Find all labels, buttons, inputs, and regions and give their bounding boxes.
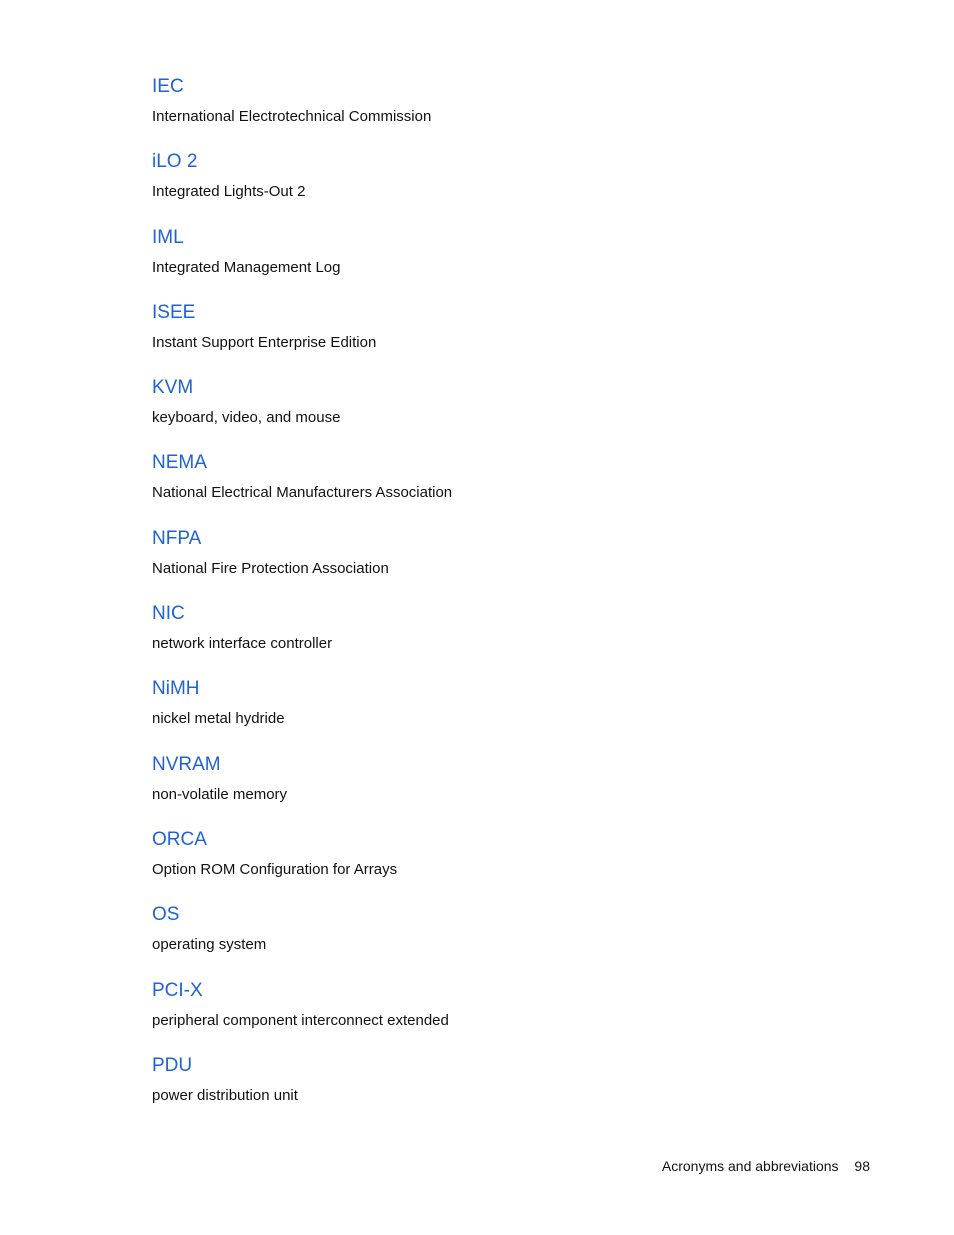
glossary-definition: National Electrical Manufacturers Association — [152, 484, 453, 502]
glossary-term-link[interactable]: PCI-X — [152, 979, 203, 1001]
glossary-definition: operating system — [152, 936, 267, 954]
glossary-term-link[interactable]: PDU — [152, 1054, 193, 1076]
glossary-definition: non-volatile memory — [152, 785, 288, 803]
glossary-term-link[interactable]: NEMA — [152, 452, 207, 474]
glossary-entry — [152, 526, 852, 601]
glossary-term-link[interactable]: OS — [152, 904, 180, 926]
glossary-list — [152, 74, 852, 1128]
glossary-entry — [152, 450, 852, 525]
glossary-term-link[interactable]: ISEE — [152, 301, 196, 323]
glossary-term-link[interactable]: iLO 2 — [152, 151, 198, 173]
glossary-term-link[interactable]: ORCA — [152, 828, 207, 850]
glossary-term-link[interactable]: IEC — [152, 76, 184, 97]
glossary-definition: network interface controller — [152, 635, 333, 653]
glossary-term-link[interactable]: IML — [152, 226, 184, 248]
glossary-definition: nickel metal hydride — [152, 710, 285, 728]
glossary-entry — [152, 902, 852, 977]
glossary-term-link[interactable]: NVRAM — [152, 753, 221, 775]
glossary-definition: National Fire Protection Association — [152, 559, 389, 577]
glossary-definition: International Electrotechnical Commission — [152, 108, 432, 125]
glossary-term-link[interactable]: KVM — [152, 377, 194, 399]
glossary-term-link[interactable]: NiMH — [152, 678, 200, 700]
glossary-entry — [152, 225, 852, 300]
glossary-definition: Integrated Management Log — [152, 258, 341, 276]
glossary-entry — [152, 1053, 852, 1128]
glossary-entry — [152, 300, 852, 375]
glossary-entry — [152, 601, 852, 676]
glossary-definition: Integrated Lights-Out 2 — [152, 183, 306, 201]
page-footer — [662, 1158, 870, 1174]
glossary-term-link[interactable]: NIC — [152, 603, 185, 625]
glossary-entry — [152, 74, 852, 149]
glossary-definition: peripheral component interconnect extended — [152, 1011, 449, 1029]
glossary-entry — [152, 676, 852, 751]
glossary-entry — [152, 752, 852, 827]
footer-section-title: Acronyms and abbreviations — [661, 1158, 839, 1174]
glossary-entry — [152, 978, 852, 1053]
glossary-entry — [152, 149, 852, 224]
glossary-definition: Option ROM Configuration for Arrays — [152, 860, 398, 878]
page-number: 98 — [854, 1158, 870, 1174]
glossary-entry — [152, 827, 852, 902]
glossary-entry — [152, 375, 852, 450]
glossary-definition: keyboard, video, and mouse — [152, 409, 341, 427]
glossary-definition: Instant Support Enterprise Edition — [152, 333, 377, 351]
glossary-term-link[interactable]: NFPA — [152, 527, 202, 549]
glossary-definition: power distribution unit — [152, 1086, 298, 1104]
